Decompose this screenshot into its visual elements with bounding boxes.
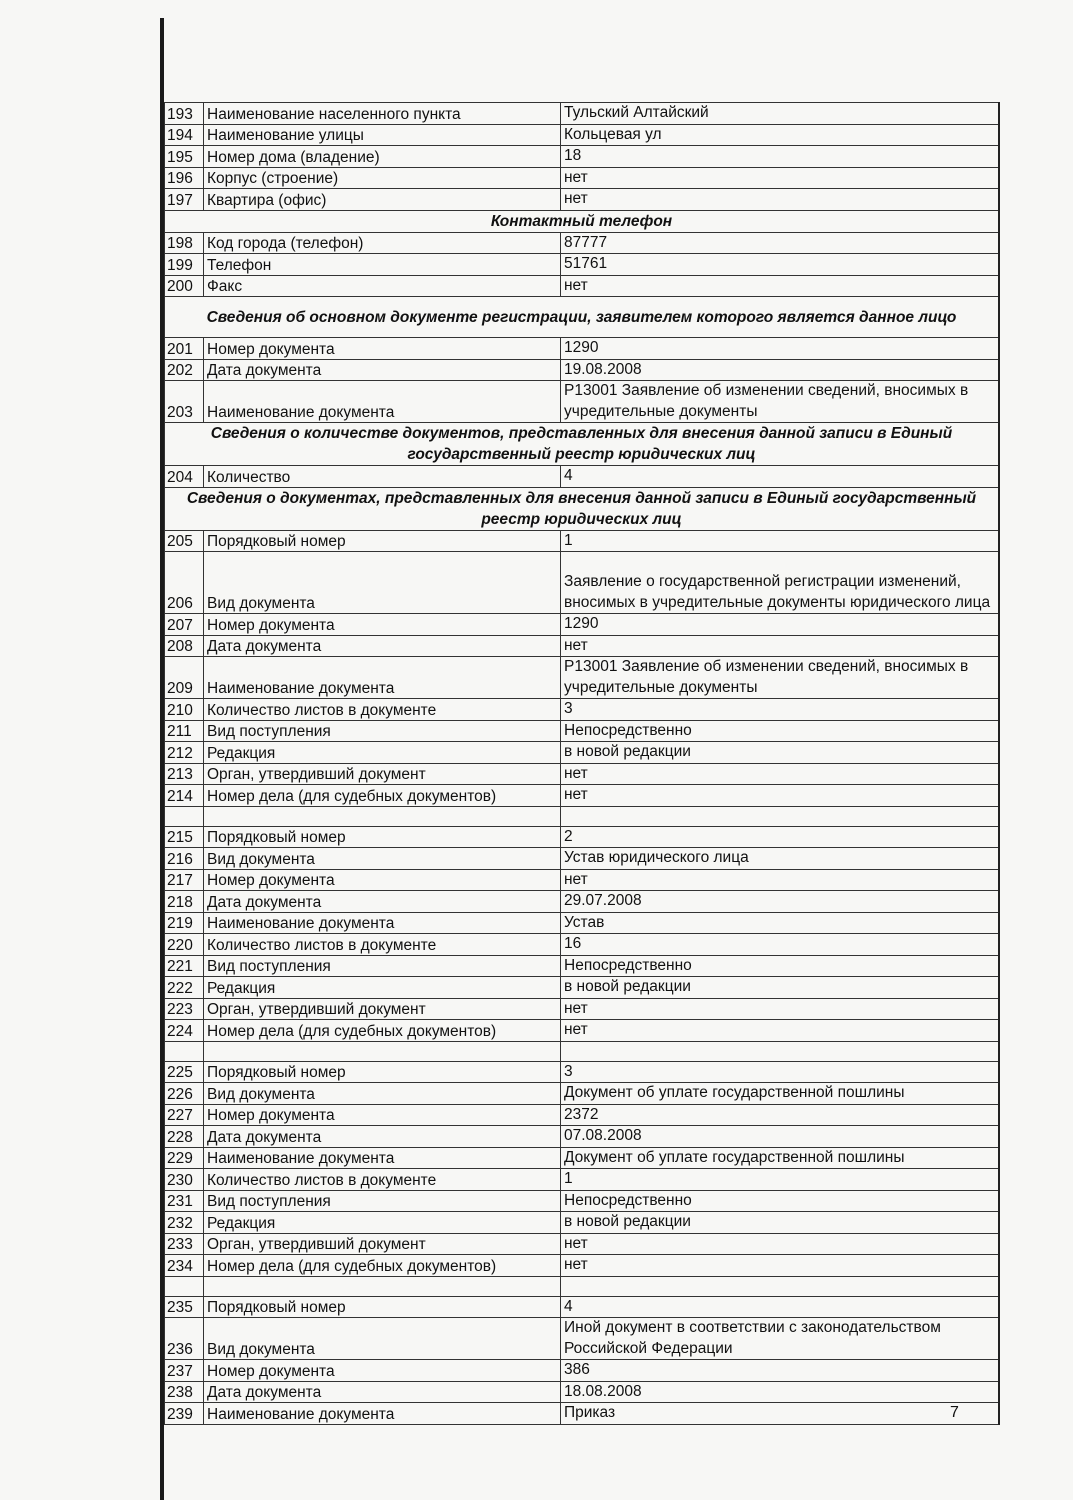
row-number: 222 [165, 977, 204, 999]
field-label: Наименование улицы [204, 124, 561, 146]
field-value: 1 [561, 1169, 1000, 1191]
field-value: Иной документ в соответствии с законодательством Российской Федерации [561, 1318, 1000, 1360]
field-label: Порядковый номер [204, 1296, 561, 1318]
field-value: Р13001 Заявление об изменении сведений, вносимых в учредительные документы [561, 381, 1000, 423]
blank-cell [561, 1041, 1000, 1061]
field-value: 29.07.2008 [561, 891, 1000, 913]
section-title: Контактный телефон [165, 210, 1000, 232]
field-label: Дата документа [204, 359, 561, 381]
field-label: Количество листов в документе [204, 699, 561, 721]
table-row [165, 167, 1000, 189]
field-label: Вид документа [204, 848, 561, 870]
field-value: 4 [561, 1296, 1000, 1318]
field-label: Дата документа [204, 1381, 561, 1403]
table-row [165, 254, 1000, 276]
section-title: Сведения о количестве документов, представленных для внесения данной записи в Единый государственный реестр юридических лиц [165, 423, 1000, 466]
field-label: Дата документа [204, 635, 561, 657]
field-value: в новой редакции [561, 1212, 1000, 1234]
field-value: Устав [561, 912, 1000, 934]
table-row [165, 1061, 1000, 1083]
field-value: Тульский Алтайский [561, 103, 1000, 125]
row-number: 223 [165, 998, 204, 1020]
row-number: 211 [165, 720, 204, 742]
row-number: 217 [165, 869, 204, 891]
field-label: Наименование документа [204, 1403, 561, 1425]
field-label: Наименование документа [204, 1147, 561, 1169]
field-label: Номер документа [204, 1104, 561, 1126]
field-value: Документ об уплате государственной пошлины [561, 1147, 1000, 1169]
table-row [165, 381, 1000, 423]
section-title: Сведения о документах, представленных для внесения данной записи в Единый государственный реестр юридических лиц [165, 487, 1000, 530]
row-number: 232 [165, 1212, 204, 1234]
field-value: 1 [561, 530, 1000, 552]
table-row [165, 891, 1000, 913]
table-row [165, 657, 1000, 699]
table-row [165, 998, 1000, 1020]
table-row [165, 275, 1000, 297]
field-label: Порядковый номер [204, 826, 561, 848]
registry-table-body [165, 103, 1000, 1425]
row-number: 226 [165, 1083, 204, 1105]
table-row [165, 530, 1000, 552]
field-label: Орган, утвердивший документ [204, 1233, 561, 1255]
field-value: в новой редакции [561, 977, 1000, 999]
field-value: 2372 [561, 1104, 1000, 1126]
field-value: 2 [561, 826, 1000, 848]
field-label: Вид документа [204, 1318, 561, 1360]
table-row [165, 1020, 1000, 1042]
row-number: 218 [165, 891, 204, 913]
table-row [165, 869, 1000, 891]
field-label: Наименование документа [204, 381, 561, 423]
row-number: 228 [165, 1126, 204, 1148]
field-value: нет [561, 869, 1000, 891]
row-number: 233 [165, 1233, 204, 1255]
blank-cell [561, 806, 1000, 826]
row-number: 196 [165, 167, 204, 189]
field-label: Редакция [204, 1212, 561, 1234]
field-label: Телефон [204, 254, 561, 276]
blank-cell [561, 1276, 1000, 1296]
table-row [165, 720, 1000, 742]
field-value: нет [561, 1020, 1000, 1042]
field-label: Вид поступления [204, 1190, 561, 1212]
table-row [165, 1381, 1000, 1403]
row-number: 205 [165, 530, 204, 552]
field-label: Номер документа [204, 338, 561, 360]
row-number: 236 [165, 1318, 204, 1360]
field-label: Квартира (офис) [204, 189, 561, 211]
field-value: 19.08.2008 [561, 359, 1000, 381]
field-value: 1290 [561, 614, 1000, 636]
field-value: нет [561, 763, 1000, 785]
table-row [165, 1233, 1000, 1255]
blank-cell [204, 806, 561, 826]
table-row [165, 1169, 1000, 1191]
field-label: Номер дома (владение) [204, 146, 561, 168]
field-label: Количество [204, 466, 561, 488]
row-number: 227 [165, 1104, 204, 1126]
row-number: 216 [165, 848, 204, 870]
table-row [165, 1190, 1000, 1212]
row-number: 203 [165, 381, 204, 423]
field-label: Номер дела (для судебных документов) [204, 785, 561, 807]
field-value: нет [561, 1233, 1000, 1255]
field-value: 386 [561, 1360, 1000, 1382]
row-number: 208 [165, 635, 204, 657]
field-value: нет [561, 785, 1000, 807]
section-header [165, 297, 1000, 338]
row-number: 213 [165, 763, 204, 785]
table-row [165, 1318, 1000, 1360]
table-row [165, 1255, 1000, 1277]
blank-cell [165, 1041, 204, 1061]
blank-row [165, 1041, 1000, 1061]
row-number: 202 [165, 359, 204, 381]
row-number: 231 [165, 1190, 204, 1212]
row-number: 214 [165, 785, 204, 807]
field-label: Номер документа [204, 614, 561, 636]
row-number: 195 [165, 146, 204, 168]
section-title: Сведения об основном документе регистрации, заявителем которого является данное лицо [165, 297, 1000, 338]
row-number: 224 [165, 1020, 204, 1042]
row-number: 197 [165, 189, 204, 211]
field-label: Номер дела (для судебных документов) [204, 1255, 561, 1277]
field-value: 51761 [561, 254, 1000, 276]
row-number: 234 [165, 1255, 204, 1277]
table-row [165, 1126, 1000, 1148]
field-value: 3 [561, 1061, 1000, 1083]
field-label: Номер документа [204, 1360, 561, 1382]
field-value: Заявление о государственной регистрации изменений, вносимых в учредительные документы юридического лица [561, 552, 1000, 614]
field-value: нет [561, 998, 1000, 1020]
table-row [165, 338, 1000, 360]
page-number: 7 [950, 1404, 959, 1421]
table-row [165, 699, 1000, 721]
field-label: Вид документа [204, 552, 561, 614]
table-row [165, 1296, 1000, 1318]
row-number: 204 [165, 466, 204, 488]
field-label: Вид документа [204, 1083, 561, 1105]
field-label: Количество листов в документе [204, 1169, 561, 1191]
section-header [165, 487, 1000, 530]
row-number: 200 [165, 275, 204, 297]
row-number: 199 [165, 254, 204, 276]
row-number: 235 [165, 1296, 204, 1318]
field-label: Орган, утвердивший документ [204, 998, 561, 1020]
field-value: нет [561, 1255, 1000, 1277]
table-row [165, 232, 1000, 254]
table-row [165, 552, 1000, 614]
field-label: Редакция [204, 977, 561, 999]
field-value: нет [561, 167, 1000, 189]
table-row [165, 848, 1000, 870]
field-value: Документ об уплате государственной пошлины [561, 1083, 1000, 1105]
table-row [165, 1147, 1000, 1169]
row-number: 209 [165, 657, 204, 699]
field-value: Приказ [561, 1403, 1000, 1425]
row-number: 215 [165, 826, 204, 848]
field-value: нет [561, 189, 1000, 211]
table-row [165, 1403, 1000, 1425]
table-row [165, 955, 1000, 977]
field-label: Вид поступления [204, 720, 561, 742]
table-row [165, 826, 1000, 848]
row-number: 201 [165, 338, 204, 360]
row-number: 194 [165, 124, 204, 146]
field-value: 16 [561, 934, 1000, 956]
table-row [165, 763, 1000, 785]
table-row [165, 1360, 1000, 1382]
row-number: 212 [165, 742, 204, 764]
field-label: Наименование документа [204, 912, 561, 934]
field-label: Дата документа [204, 1126, 561, 1148]
field-label: Факс [204, 275, 561, 297]
table-row [165, 614, 1000, 636]
field-label: Редакция [204, 742, 561, 764]
row-number: 225 [165, 1061, 204, 1083]
table-row [165, 934, 1000, 956]
field-value: 3 [561, 699, 1000, 721]
field-label: Порядковый номер [204, 1061, 561, 1083]
field-value: 4 [561, 466, 1000, 488]
table-row [165, 103, 1000, 125]
row-number: 219 [165, 912, 204, 934]
field-label: Дата документа [204, 891, 561, 913]
field-value: 18 [561, 146, 1000, 168]
blank-cell [165, 806, 204, 826]
table-row [165, 635, 1000, 657]
table-row [165, 189, 1000, 211]
table-row [165, 146, 1000, 168]
field-value: нет [561, 275, 1000, 297]
table-row [165, 977, 1000, 999]
table-row [165, 124, 1000, 146]
blank-cell [204, 1276, 561, 1296]
row-number: 239 [165, 1403, 204, 1425]
table-row [165, 912, 1000, 934]
field-label: Количество листов в документе [204, 934, 561, 956]
section-header [165, 210, 1000, 232]
table-row [165, 466, 1000, 488]
field-label: Корпус (строение) [204, 167, 561, 189]
field-value: 07.08.2008 [561, 1126, 1000, 1148]
row-number: 207 [165, 614, 204, 636]
blank-row [165, 806, 1000, 826]
blank-cell [165, 1276, 204, 1296]
field-value: 1290 [561, 338, 1000, 360]
table-row [165, 1104, 1000, 1126]
field-value: Непосредственно [561, 955, 1000, 977]
blank-row [165, 1276, 1000, 1296]
row-number: 210 [165, 699, 204, 721]
field-label: Код города (телефон) [204, 232, 561, 254]
field-value: Устав юридического лица [561, 848, 1000, 870]
row-number: 237 [165, 1360, 204, 1382]
table-row [165, 785, 1000, 807]
row-number: 220 [165, 934, 204, 956]
field-value: Кольцевая ул [561, 124, 1000, 146]
blank-cell [204, 1041, 561, 1061]
row-number: 238 [165, 1381, 204, 1403]
field-value: 18.08.2008 [561, 1381, 1000, 1403]
row-number: 229 [165, 1147, 204, 1169]
field-value: Непосредственно [561, 1190, 1000, 1212]
field-label: Порядковый номер [204, 530, 561, 552]
row-number: 230 [165, 1169, 204, 1191]
table-row [165, 1212, 1000, 1234]
field-label: Орган, утвердивший документ [204, 763, 561, 785]
field-label: Номер документа [204, 869, 561, 891]
field-label: Номер дела (для судебных документов) [204, 1020, 561, 1042]
field-label: Вид поступления [204, 955, 561, 977]
field-value: Непосредственно [561, 720, 1000, 742]
table-row [165, 1083, 1000, 1105]
row-number: 198 [165, 232, 204, 254]
section-header [165, 423, 1000, 466]
field-value: 87777 [561, 232, 1000, 254]
registry-table [164, 102, 1000, 1425]
field-label: Наименование документа [204, 657, 561, 699]
field-value: в новой редакции [561, 742, 1000, 764]
row-number: 206 [165, 552, 204, 614]
table-row [165, 742, 1000, 764]
field-value: Р13001 Заявление об изменении сведений, вносимых в учредительные документы [561, 657, 1000, 699]
field-value: нет [561, 635, 1000, 657]
row-number: 221 [165, 955, 204, 977]
row-number: 193 [165, 103, 204, 125]
table-row [165, 359, 1000, 381]
field-label: Наименование населенного пункта [204, 103, 561, 125]
